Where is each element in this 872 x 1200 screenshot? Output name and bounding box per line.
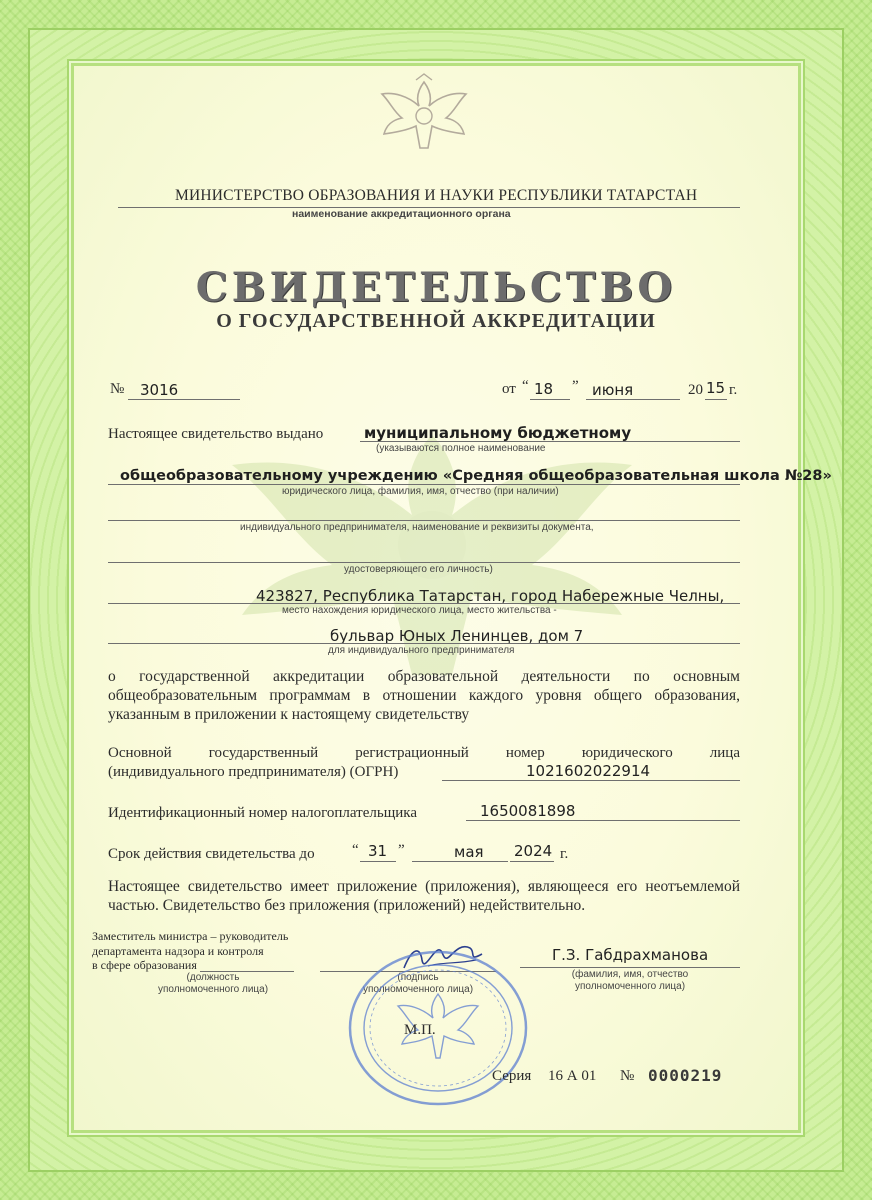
number-underline: [128, 399, 240, 400]
position-line2: департамента надзора и контроля: [92, 943, 264, 958]
validity-month-underline: [412, 861, 508, 862]
day-underline: [530, 399, 570, 400]
validity-day-underline: [360, 861, 396, 862]
validity-year: 2024: [514, 842, 553, 860]
issue-month: июня: [592, 381, 634, 399]
caption-entrepreneur: индивидуального предпринимателя, наименование и реквизиты документа,: [240, 522, 594, 533]
series-label: Серия: [492, 1068, 532, 1084]
caption-full-name: (указываются полное наименование: [376, 443, 546, 454]
year-unit: г.: [729, 382, 738, 398]
coat-of-arms-icon: [378, 72, 470, 152]
position-caption: [138, 972, 288, 996]
position-line1: Заместитель министра – руководитель: [92, 929, 289, 943]
name-caption: [560, 969, 700, 993]
blank-underline-1: [108, 520, 740, 521]
position-caption-1: (должность: [186, 972, 240, 983]
signature-caption-2: уполномоченного лица): [362, 984, 474, 995]
certificate-number: 3016: [140, 381, 179, 399]
inn-value: 1650081898: [480, 802, 576, 820]
inn-underline: [466, 820, 740, 821]
address-underline-2: [108, 643, 740, 644]
caption-legal-entity: юридического лица, фамилия, имя, отчество (при наличии): [282, 486, 559, 497]
series-number-sign: №: [620, 1068, 635, 1084]
address-line1: 423827, Республика Татарстан, город Набережные Челны,: [256, 587, 725, 605]
accreditation-statement: о государственной аккредитации образовательной деятельности по основным общеобразовательным программам в отношении каждого уровня общего образования, указанным в приложении к настоящему свидетельству: [108, 668, 740, 723]
position-line3: в сфере образования: [92, 958, 197, 972]
validity-quote-open: “: [352, 842, 359, 858]
inn-label: Идентификационный номер налогоплательщика: [108, 805, 418, 821]
caption-identity: удостоверяющего его личность): [344, 564, 493, 575]
recipient-underline-1: [360, 441, 740, 442]
date-quote-close: ”: [572, 378, 579, 394]
validity-year-unit: г.: [560, 846, 569, 862]
name-underline: [520, 967, 740, 968]
number-sign: №: [110, 381, 125, 397]
series-value: 16 А 01: [548, 1068, 597, 1084]
ogrn-label-line1: Основной государственный регистрационный номер юридического лица: [108, 745, 740, 761]
ogrn-label-line2: (индивидуального предпринимателя) (ОГРН): [108, 764, 399, 780]
recipient-underline-2: [108, 484, 740, 485]
caption-location: место нахождения юридического лица, место жительства -: [282, 605, 557, 616]
address-line2: бульвар Юных Ленинцев, дом 7: [330, 627, 584, 645]
date-from-label: от: [502, 381, 516, 397]
name-caption-1: (фамилия, имя, отчество: [571, 969, 689, 980]
issue-year: 15: [706, 379, 726, 397]
recipient-name-line2: общеобразовательному учреждению «Средняя общеобразовательная школа №28»: [120, 468, 832, 484]
validity-day: 31: [368, 842, 388, 860]
validity-year-underline: [510, 861, 554, 862]
accreditation-body-name: МИНИСТЕРСТВО ОБРАЗОВАНИЯ И НАУКИ РЕСПУБЛИКИ ТАТАРСТАН: [175, 187, 698, 204]
issued-to-label: Настоящее свидетельство выдано: [108, 426, 324, 442]
address-underline-1: [108, 603, 740, 604]
issue-day: 18: [534, 380, 554, 398]
validity-month: мая: [454, 843, 484, 861]
caption-entrepreneur-residence: для индивидуального предпринимателя: [328, 645, 515, 656]
series-number: 0000219: [648, 1066, 723, 1085]
year-underline: [705, 399, 727, 400]
org-caption: наименование аккредитационного органа: [292, 208, 511, 220]
appendix-statement: Настоящее свидетельство имеет приложение (приложения), являющееся его неотъемлемой частью. Свидетельство без приложения (приложений) недействительно.: [108, 878, 740, 914]
validity-label: Срок действия свидетельства до: [108, 846, 315, 862]
document-title: СВИДЕТЕЛЬСТВО: [195, 264, 677, 311]
signature-caption-1: (подпись: [397, 972, 439, 983]
ogrn-value: 1021602022914: [526, 762, 651, 780]
blank-underline-2: [108, 562, 740, 563]
recipient-name-line1: муниципальному бюджетному: [364, 424, 632, 442]
position-caption-2: уполномоченного лица): [157, 984, 269, 995]
seal-place-label: М.П.: [404, 1022, 436, 1038]
signatory-name: Г.З. Габдрахманова: [552, 946, 709, 964]
year-prefix: 20: [688, 382, 703, 398]
name-caption-2: уполномоченного лица): [574, 981, 686, 992]
document-subtitle: О ГОСУДАРСТВЕННОЙ АККРЕДИТАЦИИ: [216, 310, 656, 332]
validity-quote-close: ”: [398, 842, 405, 858]
month-underline: [586, 399, 680, 400]
ogrn-underline: [442, 780, 740, 781]
date-quote-open: “: [522, 378, 529, 394]
signatory-position: [92, 929, 288, 973]
